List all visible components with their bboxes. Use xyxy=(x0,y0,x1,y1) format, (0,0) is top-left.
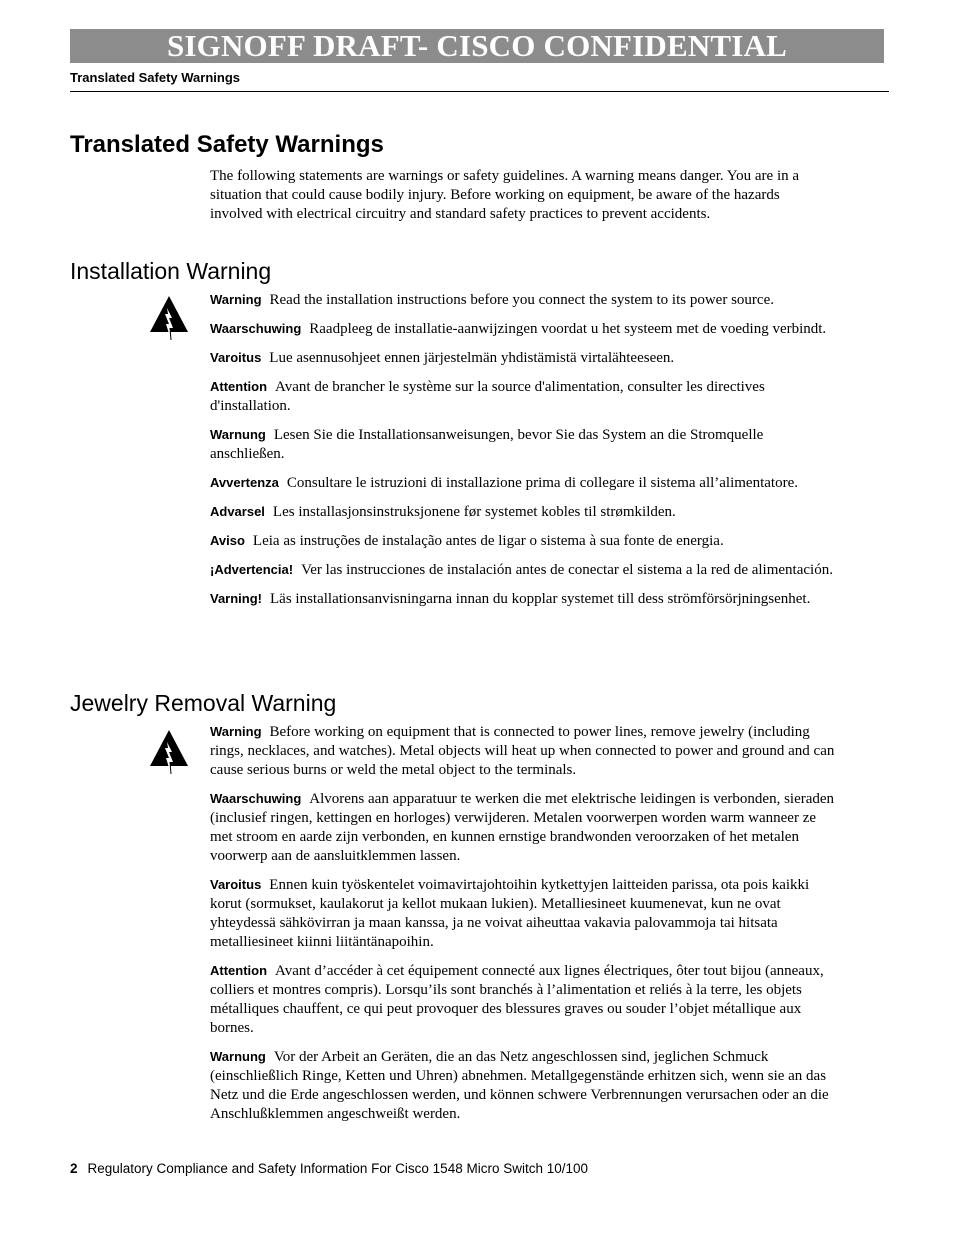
installation-warnings xyxy=(210,290,835,618)
intro-paragraph: The following statements are warnings or safety guidelines. A warning means danger. You are in a situation that could cause bodily injury. Before working on equipment, be aware of the hazards involved with electrical circuitry and standard safety practices to prevent accidents. xyxy=(210,168,800,222)
warning-text: Läs installationsanvisningarna innan du kopplar systemet till dess strömförsörjningsenhet. xyxy=(270,591,811,607)
warning-label: Advarsel xyxy=(210,504,265,519)
warning-text: Consultare le istruzioni di installazione prima di collegare il sistema all’alimentatore. xyxy=(286,475,798,491)
warning-label: Waarschuwing xyxy=(210,321,302,336)
warning-text: Avant de brancher le système sur la source d'alimentation, consulter les directives d'installation. xyxy=(210,379,765,414)
warning-text: Avant d’accéder à cet équipement connecté aux lignes électriques, ôter tout bijou (anneaux, colliers et montres compris). Lorsqu’ils sont branchés à l’alimentation et reliés à la terre, les objets métalliques chauffent, ce qui peut provoquer des blessures graves ou souder l’objet métallique aux bornes. xyxy=(210,963,824,1036)
warning-label: Warnung xyxy=(210,427,266,442)
warning-text: Ver las instrucciones de instalación antes de conectar el sistema a la red de alimentación. xyxy=(301,562,833,578)
warning-paragraph xyxy=(210,1047,835,1124)
warning-lightning-icon xyxy=(149,728,189,776)
warning-paragraph xyxy=(210,473,835,493)
warning-label: Attention xyxy=(210,379,268,394)
warning-paragraph xyxy=(210,875,835,952)
warning-lightning-icon xyxy=(149,294,189,342)
footer-title: Regulatory Compliance and Safety Information For Cisco 1548 Micro Switch 10/100 xyxy=(87,1161,589,1176)
warning-paragraph xyxy=(210,722,835,780)
header-divider xyxy=(70,91,889,92)
warning-paragraph xyxy=(210,348,835,368)
warning-text: Les installasjonsinstruksjonene før systemet kobles til strømkilden. xyxy=(272,504,676,520)
warning-label: Varoitus xyxy=(210,877,262,892)
warning-label: ¡Advertencia! xyxy=(210,562,294,577)
warning-paragraph xyxy=(210,789,835,866)
warning-paragraph xyxy=(210,290,835,310)
warning-text: Alvorens aan apparatuur te werken die met elektrische leidingen is verbonden, sieraden (inclusief ringen, kettingen en horloges) verwijderen. Metalen voorwerpen worden warm wanneer ze met stroom en aarde zijn verbonden, en kunnen ernstige brandwonden veroorzaken of het metalen voorwerp aan de aansluitklemmen lassen. xyxy=(210,791,835,864)
warning-text: Vor der Arbeit an Geräten, die an das Netz angeschlossen sind, jeglichen Schmuck (einschließlich Ringe, Ketten und Uhren) abnehmen. Metallgegenstände erhitzen sich, wenn sie an das Netz und die Erde angeschlossen werden, und können schwere Verbrennungen verursachen oder an die Anschlußklemmen angeschweißt werden. xyxy=(210,1049,829,1122)
warning-paragraph xyxy=(210,319,835,339)
page-number: 2 xyxy=(70,1161,78,1176)
warning-paragraph xyxy=(210,425,835,464)
warning-paragraph xyxy=(210,589,835,609)
jewelry-warnings xyxy=(210,722,835,1133)
warning-text: Raadpleeg de installatie-aanwijzingen voordat u het systeem met de voeding verbindt. xyxy=(309,321,827,337)
warning-label: Warning xyxy=(210,292,262,307)
running-header: Translated Safety Warnings xyxy=(70,70,241,85)
warning-text: Read the installation instructions before you connect the system to its power source. xyxy=(269,292,774,308)
warning-label: Waarschuwing xyxy=(210,791,302,806)
warning-text: Leia as instruções de instalação antes de ligar o sistema à sua fonte de energia. xyxy=(252,533,724,549)
warning-text: Lesen Sie die Installationsanweisungen, bevor Sie das System an die Stromquelle anschließen. xyxy=(210,427,764,462)
warning-label: Aviso xyxy=(210,533,245,548)
warning-label: Warnung xyxy=(210,1049,266,1064)
warning-text: Lue asennusohjeet ennen järjestelmän yhdistämistä virtalähteeseen. xyxy=(269,350,675,366)
warning-label: Attention xyxy=(210,963,268,978)
warning-paragraph xyxy=(210,560,835,580)
warning-label: Varning! xyxy=(210,591,263,606)
section-heading-installation: Installation Warning xyxy=(70,258,272,284)
warning-text: Ennen kuin työskentelet voimavirtajohtoihin kytkettyjen laitteiden parissa, ota pois kaikki korut (sormukset, kaulakorut ja kellot mukaan lukien). Metalliesineet kuumenevat, kun ne ovat yhteydessä sähkövirran ja maan kanssa, ja ne voivat aiheuttaa vakavia palovammoja tai hitsata metalliesineet kiinni liitäntänapoihin. xyxy=(210,877,810,950)
section-heading-jewelry: Jewelry Removal Warning xyxy=(70,690,337,716)
warning-text: Before working on equipment that is connected to power lines, remove jewelry (including rings, necklaces, and watches). Metal objects will heat up when connected to power and ground and can cause serious burns or weld the metal object to the terminals. xyxy=(210,724,835,778)
warning-paragraph xyxy=(210,502,835,522)
warning-label: Varoitus xyxy=(210,350,262,365)
warning-paragraph xyxy=(210,961,835,1038)
page-title: Translated Safety Warnings xyxy=(70,131,384,158)
warning-paragraph xyxy=(210,377,835,416)
page-footer xyxy=(70,1161,588,1176)
confidential-banner: SIGNOFF DRAFT- CISCO CONFIDENTIAL xyxy=(70,29,884,63)
warning-label: Warning xyxy=(210,724,262,739)
warning-paragraph xyxy=(210,531,835,551)
warning-label: Avvertenza xyxy=(210,475,279,490)
